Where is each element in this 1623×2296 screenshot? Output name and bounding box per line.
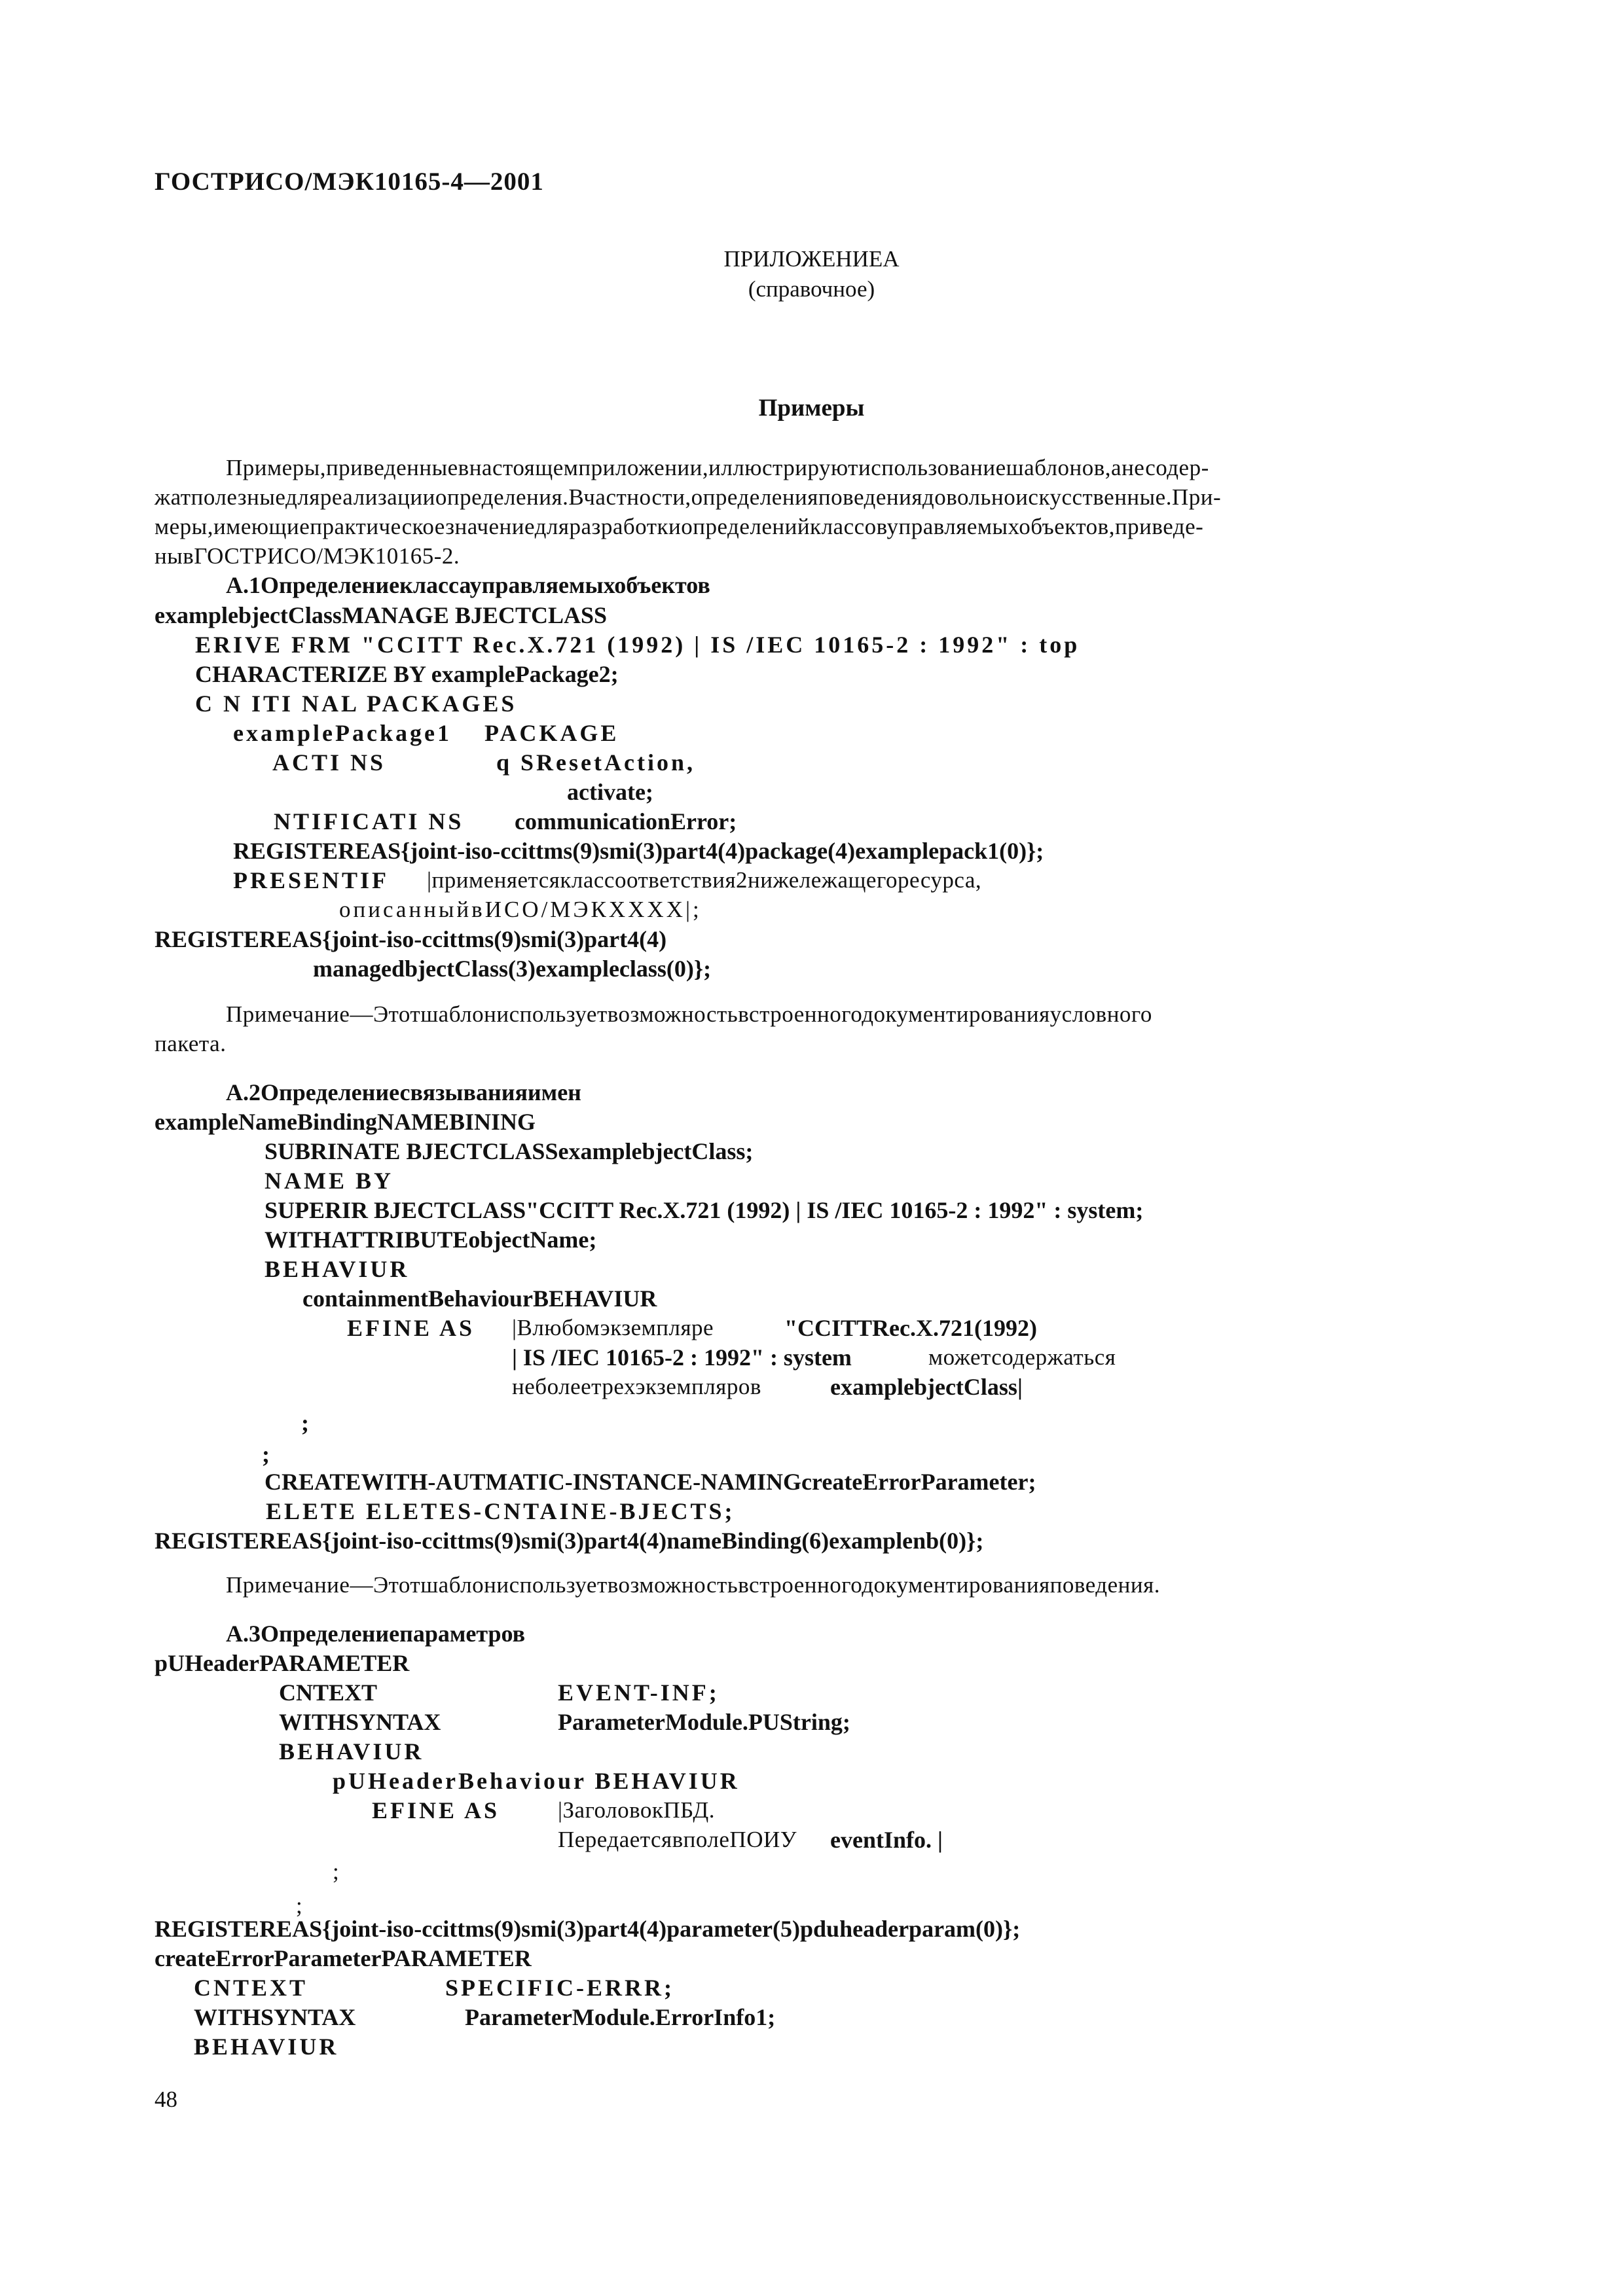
code-line: BEHAVIUR xyxy=(279,1738,424,1765)
code-line: PRESENTIF xyxy=(233,867,390,893)
page-number: 48 xyxy=(155,2087,177,2112)
code-line: ParameterModule.PUString; xyxy=(558,1709,850,1735)
section-heading-a2: А.2Определениесвязыванияимен xyxy=(226,1079,581,1105)
note-line: пакета. xyxy=(155,1031,227,1056)
code-line: examplebjectClass| xyxy=(830,1374,1023,1400)
section-title: Примеры xyxy=(758,395,865,422)
code-line: ; xyxy=(262,1441,270,1467)
section-heading-a1: А.1Определениеклассауправляемыхобъектов xyxy=(226,572,710,598)
code-line: BEHAVIUR xyxy=(264,1256,410,1282)
code-line: pUHeaderPARAMETER xyxy=(155,1650,410,1676)
code-line: |Влюбомэкземпляре xyxy=(512,1315,714,1340)
code-line: BEHAVIUR xyxy=(194,2034,339,2060)
code-line: activate; xyxy=(567,779,653,805)
code-line: ELETE ELETES-CNTAINE-BJECTS; xyxy=(266,1498,735,1524)
code-line: описанныйвИСО/МЭКХХХХ|; xyxy=(339,897,702,922)
code-line: SUBRINATE BJECTCLASSexamplebjectClass; xyxy=(264,1138,754,1164)
code-line: CNTEXT xyxy=(279,1679,378,1706)
intro-line: жатполезныедляреализацииопределения.Вчастности,определенияповедениядовольноискусственные.При- xyxy=(155,484,1222,510)
code-line: PACKAGE xyxy=(484,720,619,746)
code-line: ERIVE FRM "CCITT Rec.X.721 (1992) | IS /IEC 10165-2 : 1992" : top xyxy=(195,632,1080,658)
section-heading-a3: А.3Определениепараметров xyxy=(226,1621,526,1647)
code-line: CNTEXT xyxy=(194,1975,308,2001)
code-line: WITHSYNTAX xyxy=(194,2004,356,2030)
code-line: ParameterModule.ErrorInfo1; xyxy=(465,2004,776,2030)
code-line: EFINE AS xyxy=(372,1797,500,1823)
code-line: REGISTEREAS{joint-iso-ccittms(9)smi(3)part4(4)nameBinding(6)examplenb(0)}; xyxy=(155,1528,984,1554)
code-line: ; xyxy=(301,1410,309,1436)
code-line: communicationError; xyxy=(515,808,737,834)
code-line: ; xyxy=(296,1893,303,1918)
code-line: REGISTEREAS{joint-iso-ccittms(9)smi(3)part4(4)parameter(5)pduheaderparam(0)}; xyxy=(155,1916,1021,1942)
code-line: неболеетрехэкземпляров xyxy=(512,1374,761,1399)
code-line: | IS /IEC 10165-2 : 1992" : system xyxy=(512,1344,852,1371)
code-line: WITHSYNTAX xyxy=(279,1709,441,1735)
note-line: Примечание—Этотшаблониспользуетвозможностьвстроенногодокументированияповедения. xyxy=(226,1572,1160,1598)
code-line: SPECIFIC-ERRR; xyxy=(445,1975,675,2001)
code-line: EVENT-INF; xyxy=(558,1679,720,1706)
appendix-label: ПРИЛОЖЕНИЕА xyxy=(723,246,900,272)
code-line: eventInfo. | xyxy=(830,1827,943,1853)
code-line: ПередаетсявполеПОИУ xyxy=(558,1827,797,1852)
code-line: EFINE AS xyxy=(347,1315,475,1341)
code-line: REGISTEREAS{joint-iso-ccittms(9)smi(3)part4(4) xyxy=(155,926,667,952)
code-line: |ЗаголовокПБД. xyxy=(558,1797,716,1823)
code-line: ; xyxy=(333,1859,340,1884)
code-line: containmentBehaviourBEHAVIUR xyxy=(302,1285,657,1312)
code-line: CREATEWITH-AUTMATIC-INSTANCE-NAMINGcreateErrorParameter; xyxy=(264,1469,1036,1495)
code-line: examplebjectClassMANAGE BJECTCLASS xyxy=(155,602,608,628)
intro-line: нывГОСТРИСО/МЭК10165-2. xyxy=(155,543,460,569)
code-line: REGISTEREAS{joint-iso-ccittms(9)smi(3)part4(4)package(4)examplepack1(0)}; xyxy=(233,838,1044,864)
appendix-note: (справочное) xyxy=(748,276,875,302)
code-line: C N ITI NAL PACKAGES xyxy=(195,691,517,717)
note-line: Примечание—Этотшаблониспользуетвозможностьвстроенногодокументированияусловного xyxy=(226,1001,1152,1027)
intro-line: Примеры,приведенныевнастоящемприложении,иллюстрируютиспользованиешаблонов,анесодер- xyxy=(226,455,1209,480)
code-line: NTIFICATI NS xyxy=(274,808,464,834)
code-line: createErrorParameterPARAMETER xyxy=(155,1945,532,1971)
code-line: pUHeaderBehaviour BEHAVIUR xyxy=(333,1768,740,1794)
code-line: SUPERIR BJECTCLASS"CCITT Rec.X.721 (1992) | IS /IEC 10165-2 : 1992" : system; xyxy=(264,1197,1144,1223)
code-line: CHARACTERIZE BY examplePackage2; xyxy=(195,661,619,687)
code-line: NAME BY xyxy=(264,1168,393,1194)
code-line: q SResetAction, xyxy=(496,749,695,776)
code-line: ACTI NS xyxy=(272,749,386,776)
code-line: "CCITTRec.X.721(1992) xyxy=(784,1315,1037,1341)
code-line: exampleNameBindingNAMEBINING xyxy=(155,1109,536,1135)
code-line: |применяетсяклассоответствия2нижележащегоресурса, xyxy=(427,867,982,893)
page-header-standard: ГОСТРИСО/МЭК10165-4—2001 xyxy=(155,168,544,196)
code-line: WITHATTRIBUTEobjectName; xyxy=(264,1227,597,1253)
code-line: examplePackage1 xyxy=(233,720,452,746)
code-line: managedbjectClass(3)exampleclass(0)}; xyxy=(313,956,712,982)
intro-line: меры,имеющиепрактическоезначениедляразработкиопределенийклассовуправляемыхобъектов,приведе- xyxy=(155,514,1204,539)
code-line: можетсодержаться xyxy=(928,1344,1116,1370)
